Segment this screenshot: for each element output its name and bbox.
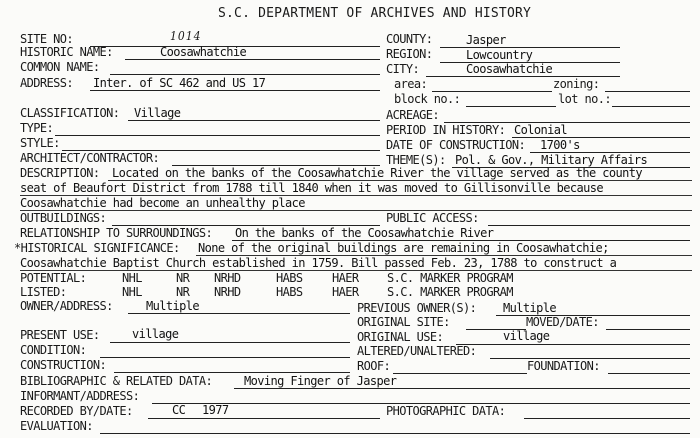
classification-label: CLASSIFICATION: <box>20 106 120 120</box>
present-use-value: village <box>132 327 179 341</box>
block-line <box>466 106 556 107</box>
altered-label: ALTERED/UNALTERED: <box>357 344 477 358</box>
listed-nrhd: NRHD <box>214 285 241 299</box>
roof-line <box>393 373 527 374</box>
present-use-label: PRESENT USE: <box>20 328 100 342</box>
outbuildings-label: OUTBUILDINGS: <box>20 211 107 225</box>
style-label: STYLE: <box>20 136 60 150</box>
informant-label: INFORMANT/ADDRESS: <box>20 389 140 403</box>
description-label: DESCRIPTION: <box>20 166 100 180</box>
site-no-label: SITE NO: <box>20 32 73 46</box>
classification-value: Village <box>134 106 181 120</box>
region-value: Lowcountry <box>466 48 533 62</box>
significance-line-2: Coosawhatchie Baptist Church established in 1759. Bill passed Feb. 23, 1788 to construct a <box>20 256 617 270</box>
description-rule-3 <box>20 210 692 211</box>
construction-line <box>114 372 350 373</box>
potential-nhl: NHL <box>122 271 142 285</box>
photographic-line <box>524 418 690 419</box>
present-use-line <box>110 342 350 343</box>
previous-owner-label: PREVIOUS OWNER(S): <box>357 301 477 315</box>
county-label: COUNTY: <box>386 32 433 46</box>
region-label: REGION: <box>386 47 433 61</box>
city-value: Coosawhatchie <box>466 62 553 76</box>
bibliographic-line <box>234 388 690 389</box>
type-label: TYPE: <box>20 121 54 135</box>
bibliographic-label: BIBLIOGRAPHIC & RELATED DATA: <box>20 374 213 388</box>
public-access-line <box>488 225 690 226</box>
moved-date-line <box>606 329 690 330</box>
site-no-value: 1014 <box>170 29 202 43</box>
owner-value: Multiple <box>146 299 199 313</box>
original-use-label: ORIGINAL USE: <box>357 330 444 344</box>
potential-marker: S.C. MARKER PROGRAM <box>387 271 513 285</box>
lot-label: lot no.: <box>558 92 611 106</box>
foundation-label: FOUNDATION: <box>527 359 600 373</box>
original-use-value: village <box>503 329 550 343</box>
potential-nrhd: NRHD <box>214 271 241 285</box>
owner-line <box>128 313 350 314</box>
zoning-label: zoning: <box>553 77 600 91</box>
address-label: ADDRESS: <box>20 76 73 90</box>
relationship-label: RELATIONSHIP TO SURROUNDINGS: <box>20 226 213 240</box>
listed-nr: NR <box>176 285 190 299</box>
zoning-line <box>605 91 690 92</box>
previous-owner-value: Multiple <box>503 301 556 315</box>
period-value: Colonial <box>514 123 567 137</box>
common-name-line <box>110 74 380 75</box>
recorded-date-value: 1977 <box>202 403 229 417</box>
listed-label: LISTED: <box>20 285 67 299</box>
potential-habs: HABS <box>276 271 303 285</box>
owner-label: OWNER/ADDRESS: <box>20 299 113 313</box>
evaluation-label: EVALUATION: <box>20 419 93 433</box>
description-line-1: Located on the banks of the Coosawhatchie River the village served as the county <box>112 166 642 180</box>
potential-nr: NR <box>176 271 190 285</box>
listed-habs: HABS <box>276 285 303 299</box>
significance-label: *HISTORICAL SIGNIFICANCE: <box>14 241 180 255</box>
period-label: PERIOD IN HISTORY: <box>386 123 506 137</box>
potential-haer: HAER <box>332 271 359 285</box>
address-value: Inter. of SC 462 and US 17 <box>93 76 266 90</box>
historic-name-value: Coosawhatchie <box>160 45 247 59</box>
condition-label: CONDITION: <box>20 343 87 357</box>
date-label: DATE OF CONSTRUCTION: <box>386 138 526 152</box>
recorded-by-value: CC <box>172 403 186 417</box>
county-value: Jasper <box>466 33 506 47</box>
listed-marker: S.C. MARKER PROGRAM <box>387 285 513 299</box>
relationship-value: On the banks of the Coosawhatchie River <box>235 226 494 240</box>
condition-line <box>100 357 350 358</box>
significance-line-1: None of the original buildings are remaining in Coosawhatchie; <box>198 241 609 255</box>
potential-label: POTENTIAL: <box>20 271 87 285</box>
architect-label: ARCHITECT/CONTRACTOR: <box>20 151 160 165</box>
evaluation-line <box>100 433 690 434</box>
recorded-by-line <box>148 418 380 419</box>
block-label: block no.: <box>394 92 461 106</box>
construction-label: CONSTRUCTION: <box>20 358 107 372</box>
original-site-label: ORIGINAL SITE: <box>357 315 450 329</box>
moved-date-label: MOVED/DATE: <box>526 315 599 329</box>
type-line <box>55 135 380 136</box>
bibliographic-value: Moving Finger of Jasper <box>244 374 397 388</box>
theme-label: THEME(S): <box>386 153 446 167</box>
photographic-label: PHOTOGRAPHIC DATA: <box>386 404 506 418</box>
original-use-line <box>456 344 690 345</box>
historic-name-label: HISTORIC NAME: <box>20 45 113 59</box>
theme-value: Pol. & Gov., Military Affairs <box>455 153 648 167</box>
form-header: S.C. DEPARTMENT OF ARCHIVES AND HISTORY <box>218 6 532 21</box>
lot-line <box>612 106 690 107</box>
description-line-2: seat of Beaufort District from 1788 till 1840 when it was moved to Gillisonville because <box>20 181 603 195</box>
period-line <box>512 137 690 138</box>
area-label: area: <box>394 77 428 91</box>
address-line <box>90 90 380 91</box>
historic-name-line <box>125 59 380 60</box>
recorded-by-label: RECORDED BY/DATE: <box>20 404 133 418</box>
description-line-3: Coosawhatchie had become an unhealthy place <box>20 196 305 210</box>
foundation-line <box>608 373 690 374</box>
public-access-label: PUBLIC ACCESS: <box>386 211 479 225</box>
classification-line <box>128 120 380 121</box>
common-name-label: COMMON NAME: <box>20 60 100 74</box>
listed-haer: HAER <box>332 285 359 299</box>
roof-label: ROOF: <box>357 359 391 373</box>
acreage-label: ACREAGE: <box>386 108 439 122</box>
listed-nhl: NHL <box>122 285 142 299</box>
date-value: 1700's <box>540 138 580 152</box>
city-label: CITY: <box>386 62 420 76</box>
